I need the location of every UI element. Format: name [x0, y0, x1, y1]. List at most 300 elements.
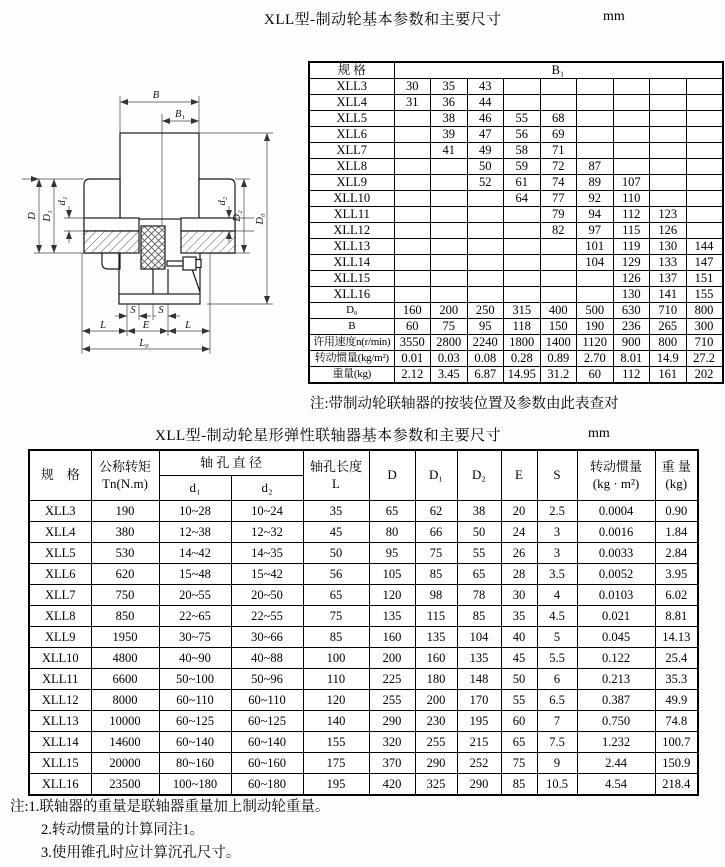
t1-footer-value-cell: 0.03: [431, 351, 468, 367]
t2-D-cell: 160: [369, 626, 415, 647]
t2-weight-cell: 0.90: [655, 500, 698, 521]
t2-torque-cell: 20000: [91, 752, 159, 773]
brake-wheel: [120, 133, 199, 219]
t1-b1-value-cell: 43: [467, 79, 504, 95]
t1-footer-row: [309, 367, 723, 384]
t2-header-torque: [91, 450, 159, 500]
t1-b1-value-cell: [431, 191, 468, 207]
t1-b1-value-cell: [540, 255, 577, 271]
bolt-shaft: [167, 261, 183, 266]
t2-D1-cell: 135: [415, 626, 457, 647]
t2-header-length-line1: 轴孔长度: [310, 459, 363, 475]
t2-d2-cell: 60~160: [231, 752, 303, 773]
t2-data-row: [29, 710, 698, 731]
t2-D1-cell: 66: [415, 521, 457, 542]
t2-D-cell: 320: [369, 731, 415, 752]
t1-b1-value-cell: [650, 159, 687, 175]
t1-spec-row: [309, 79, 723, 95]
t1-spec-cell: XLL5: [309, 111, 394, 127]
t2-E-cell: 26: [501, 542, 537, 563]
t1-header-spec: 规 格: [309, 62, 394, 79]
t1-b1-value-cell: [467, 223, 504, 239]
t1-b1-value-cell: 115: [613, 223, 650, 239]
t1-spec-row: [309, 175, 723, 191]
t2-inertia-cell: 0.750: [577, 710, 655, 731]
t2-weight-cell: 1.84: [655, 521, 698, 542]
t2-d2-cell: 60~110: [231, 689, 303, 710]
t1-footer-value-cell: 150: [540, 319, 577, 335]
t2-d1-cell: 12~38: [159, 521, 231, 542]
t2-len-cell: 75: [303, 605, 369, 626]
t1-b1-value-cell: 71: [540, 143, 577, 159]
t1-footer-value-cell: 710: [650, 303, 687, 319]
t2-header-E: E: [501, 450, 537, 500]
t2-inertia-cell: 4.54: [577, 773, 655, 795]
t1-footer-row: [309, 303, 723, 319]
t2-header-D1: D₁: [415, 450, 457, 500]
t2-inertia-cell: 0.045: [577, 626, 655, 647]
t1-b1-value-cell: 72: [540, 159, 577, 175]
t2-d2-cell: 12~32: [231, 521, 303, 542]
t1-b1-value-cell: 130: [613, 287, 650, 303]
t1-b1-value-cell: [540, 239, 577, 255]
dim-label-L-right: L: [185, 320, 191, 331]
t1-b1-value-cell: 94: [577, 207, 614, 223]
t1-footer-value-cell: 900: [613, 335, 650, 351]
t2-spec-cell: XLL8: [29, 605, 91, 626]
t1-b1-value-cell: 112: [613, 207, 650, 223]
t1-footer-value-cell: 400: [540, 303, 577, 319]
t1-footer-value-cell: 2.70: [577, 351, 614, 367]
t1-b1-value-cell: [394, 239, 431, 255]
t1-b1-value-cell: 35: [431, 79, 468, 95]
t1-b1-value-cell: [467, 239, 504, 255]
t1-b1-value-cell: [650, 111, 687, 127]
t1-spec-row: [309, 287, 723, 303]
t2-S-cell: 3: [537, 542, 577, 563]
left-bore: [84, 218, 139, 231]
t1-footer-value-cell: 8.01: [613, 351, 650, 367]
t2-S-cell: 7: [537, 710, 577, 731]
t1-footer-value-cell: 190: [577, 319, 614, 335]
t1-footer-label-cell: 重量(kg): [309, 367, 394, 384]
t2-header-inertia-line1: 转动惯量: [590, 459, 643, 475]
t2-inertia-cell: 0.0103: [577, 584, 655, 605]
t2-spec-cell: XLL6: [29, 563, 91, 584]
t2-torque-cell: 10000: [91, 710, 159, 731]
t1-b1-value-cell: 55: [504, 111, 541, 127]
t1-spec-row: [309, 111, 723, 127]
t2-len-cell: 100: [303, 647, 369, 668]
dim-label-D2: D₂: [232, 210, 243, 222]
t2-inertia-cell: 0.021: [577, 605, 655, 626]
t1-b1-value-cell: 137: [650, 271, 687, 287]
t2-S-cell: 2.5: [537, 500, 577, 521]
t2-D1-cell: 98: [415, 584, 457, 605]
t1-spec-row: [309, 207, 723, 223]
t2-spec-cell: XLL13: [29, 710, 91, 731]
t2-E-cell: 20: [501, 500, 537, 521]
t2-S-cell: 9: [537, 752, 577, 773]
t2-data-row: [29, 542, 698, 563]
right-hub-section: [181, 231, 235, 253]
left-step: [102, 253, 120, 269]
t1-footer-value-cell: 300: [686, 319, 723, 335]
t1-b1-value-cell: [540, 271, 577, 287]
t1-b1-value-cell: 74: [540, 175, 577, 191]
t1-b1-value-cell: [467, 191, 504, 207]
t2-D1-cell: 75: [415, 542, 457, 563]
t2-body: [29, 500, 698, 795]
t1-b1-value-cell: 58: [504, 143, 541, 159]
t2-header-D2: D₂: [457, 450, 501, 500]
t2-D2-cell: 195: [457, 710, 501, 731]
t1-b1-value-cell: [613, 143, 650, 159]
dim-label-B: B: [152, 90, 160, 101]
t1-b1-value-cell: 36: [431, 95, 468, 111]
t1-footer-value-cell: 800: [686, 303, 723, 319]
t1-b1-value-cell: 110: [613, 191, 650, 207]
t2-d1-cell: 15~48: [159, 563, 231, 584]
t1-b1-value-cell: [650, 191, 687, 207]
t1-b1-value-cell: [577, 143, 614, 159]
t1-footer-value-cell: 315: [504, 303, 541, 319]
t2-torque-cell: 14600: [91, 731, 159, 752]
t1-b1-value-cell: 87: [577, 159, 614, 175]
t2-D1-cell: 290: [415, 752, 457, 773]
t1-b1-value-cell: 147: [686, 255, 723, 271]
t1-footer-value-cell: 0.01: [394, 351, 431, 367]
t1-b1-value-cell: 59: [504, 159, 541, 175]
t2-inertia-cell: 0.122: [577, 647, 655, 668]
t2-d1-cell: 60~140: [159, 731, 231, 752]
t1-b1-value-cell: [613, 111, 650, 127]
footnote-1: 注:1.联轴器的重量是联轴器重量加上制动轮重量。: [10, 799, 330, 815]
t2-weight-cell: 218.4: [655, 773, 698, 795]
t1-b1-value-cell: [394, 175, 431, 191]
t2-d1-cell: 100~180: [159, 773, 231, 795]
table2-unit: mm: [588, 426, 610, 441]
t2-d2-cell: 20~50: [231, 584, 303, 605]
t1-b1-value-cell: 50: [467, 159, 504, 175]
t2-len-cell: 65: [303, 584, 369, 605]
t2-inertia-cell: 0.387: [577, 689, 655, 710]
t2-torque-cell: 23500: [91, 773, 159, 795]
t1-b1-value-cell: 77: [540, 191, 577, 207]
t1-spec-cell: XLL12: [309, 223, 394, 239]
t1-footer-value-cell: 800: [650, 335, 687, 351]
t1-b1-value-cell: [504, 271, 541, 287]
t1-b1-value-cell: [577, 271, 614, 287]
t1-b1-value-cell: 82: [540, 223, 577, 239]
t1-b1-value-cell: [686, 111, 723, 127]
t1-b1-value-cell: 39: [431, 127, 468, 143]
t1-b1-value-cell: 44: [467, 95, 504, 111]
t1-b1-value-cell: [504, 95, 541, 111]
t2-d2-cell: 30~66: [231, 626, 303, 647]
t1-footer-value-cell: 630: [613, 303, 650, 319]
t2-len-cell: 110: [303, 668, 369, 689]
t1-footer-row: [309, 319, 723, 335]
t2-D1-cell: 62: [415, 500, 457, 521]
t2-E-cell: 65: [501, 731, 537, 752]
t2-S-cell: 4: [537, 584, 577, 605]
t2-D-cell: 105: [369, 563, 415, 584]
t2-header-torque-line1: 公称转矩: [98, 459, 151, 475]
t1-b1-value-cell: 56: [504, 127, 541, 143]
t2-header-spec: 规 格: [29, 450, 91, 500]
t2-S-cell: 7.5: [537, 731, 577, 752]
t2-spec-cell: XLL3: [29, 500, 91, 521]
t1-footer-value-cell: 0.89: [540, 351, 577, 367]
t1-footer-label-cell: 转动惯量(kg/m²): [309, 351, 394, 367]
t1-b1-value-cell: [650, 79, 687, 95]
t2-data-row: [29, 773, 698, 795]
t1-b1-value-cell: [650, 175, 687, 191]
t2-E-cell: 35: [501, 605, 537, 626]
t2-spec-cell: XLL12: [29, 689, 91, 710]
t2-D1-cell: 325: [415, 773, 457, 795]
t1-b1-value-cell: 46: [467, 111, 504, 127]
t2-d1-cell: 20~55: [159, 584, 231, 605]
t1-b1-value-cell: 69: [540, 127, 577, 143]
brake-wheel-table: [308, 61, 724, 384]
t2-E-cell: 50: [501, 668, 537, 689]
t1-b1-value-cell: 97: [577, 223, 614, 239]
t1-b1-value-cell: [577, 287, 614, 303]
t1-b1-value-cell: 144: [686, 239, 723, 255]
t2-d1-cell: 80~160: [159, 752, 231, 773]
t1-b1-value-cell: [431, 271, 468, 287]
t1-b1-value-cell: 123: [650, 207, 687, 223]
t1-footer-value-cell: 500: [577, 303, 614, 319]
t2-len-cell: 140: [303, 710, 369, 731]
t1-footer-value-cell: 161: [650, 367, 687, 384]
t1-b1-value-cell: [686, 175, 723, 191]
t2-d2-cell: 50~96: [231, 668, 303, 689]
t2-D-cell: 200: [369, 647, 415, 668]
t1-footer-value-cell: 60: [577, 367, 614, 384]
t1-b1-value-cell: [394, 207, 431, 223]
table1-unit: mm: [603, 9, 625, 24]
t1-spec-row: [309, 191, 723, 207]
t2-D-cell: 95: [369, 542, 415, 563]
t2-data-row: [29, 752, 698, 773]
t2-S-cell: 10.5: [537, 773, 577, 795]
t1-b1-value-cell: [467, 207, 504, 223]
t2-S-cell: 5: [537, 626, 577, 647]
t2-weight-cell: 3.95: [655, 563, 698, 584]
t2-D2-cell: 104: [457, 626, 501, 647]
t2-torque-cell: 530: [91, 542, 159, 563]
t1-b1-value-cell: [577, 95, 614, 111]
t1-b1-value-cell: 133: [650, 255, 687, 271]
t1-b1-value-cell: [431, 287, 468, 303]
t2-D-cell: 420: [369, 773, 415, 795]
t1-spec-row: [309, 127, 723, 143]
dim-label-L-left: L: [100, 320, 106, 331]
t1-footer-value-cell: 14.95: [504, 367, 541, 384]
t2-data-row: [29, 626, 698, 647]
t1-b1-value-cell: [394, 191, 431, 207]
dim-label-L0: L₀: [139, 338, 149, 349]
t1-footer-value-cell: 6.87: [467, 367, 504, 384]
t2-weight-cell: 25.4: [655, 647, 698, 668]
t2-header-d2: d₂: [231, 475, 303, 500]
t1-footer-value-cell: 2800: [431, 335, 468, 351]
t1-b1-value-cell: [394, 271, 431, 287]
t1-b1-value-cell: [686, 223, 723, 239]
t2-len-cell: 35: [303, 500, 369, 521]
t1-b1-value-cell: 130: [650, 239, 687, 255]
t2-E-cell: 30: [501, 584, 537, 605]
t2-torque-cell: 620: [91, 563, 159, 584]
t2-weight-cell: 100.7: [655, 731, 698, 752]
t2-len-cell: 120: [303, 689, 369, 710]
t2-D-cell: 225: [369, 668, 415, 689]
t2-S-cell: 5.5: [537, 647, 577, 668]
dim-label-d1: d₁: [57, 196, 68, 206]
t1-footer-label-cell: B: [309, 319, 394, 335]
t2-inertia-cell: 1.232: [577, 731, 655, 752]
t2-D2-cell: 65: [457, 563, 501, 584]
t2-D2-cell: 78: [457, 584, 501, 605]
t2-D2-cell: 290: [457, 773, 501, 795]
t2-D2-cell: 135: [457, 647, 501, 668]
t2-D1-cell: 230: [415, 710, 457, 731]
dim-label-D: D: [27, 212, 38, 220]
t1-b1-value-cell: [613, 127, 650, 143]
t2-E-cell: 60: [501, 710, 537, 731]
footnotes: [10, 796, 329, 865]
t2-data-row: [29, 584, 698, 605]
t2-header-weight-line2: (kg): [665, 476, 688, 492]
t2-D2-cell: 148: [457, 668, 501, 689]
t1-b1-value-cell: 64: [504, 191, 541, 207]
t1-b1-value-cell: [431, 255, 468, 271]
dim-label-S-left: S: [130, 305, 136, 316]
elastic-element: [141, 226, 165, 269]
t1-footer-value-cell: 0.28: [504, 351, 541, 367]
t2-E-cell: 28: [501, 563, 537, 584]
t2-spec-cell: XLL9: [29, 626, 91, 647]
t2-D2-cell: 252: [457, 752, 501, 773]
t1-b1-value-cell: 126: [613, 271, 650, 287]
t2-inertia-cell: 0.0004: [577, 500, 655, 521]
t1-footer-value-cell: 2.12: [394, 367, 431, 384]
t1-b1-value-cell: [394, 287, 431, 303]
t2-weight-cell: 2.84: [655, 542, 698, 563]
t1-b1-value-cell: 30: [394, 79, 431, 95]
t2-torque-cell: 8000: [91, 689, 159, 710]
t1-footer-value-cell: 1800: [504, 335, 541, 351]
coupling-drawing: [22, 76, 302, 376]
t2-weight-cell: 8.81: [655, 605, 698, 626]
t1-b1-value-cell: [467, 255, 504, 271]
t2-header-row1: [29, 450, 698, 475]
t1-b1-value-cell: [504, 287, 541, 303]
t1-b1-value-cell: [577, 111, 614, 127]
t1-b1-value-cell: 129: [613, 255, 650, 271]
t2-header-length: [303, 450, 369, 500]
t1-b1-value-cell: [577, 127, 614, 143]
t1-footer-value-cell: 3550: [394, 335, 431, 351]
t2-torque-cell: 4800: [91, 647, 159, 668]
t2-D-cell: 290: [369, 710, 415, 731]
t1-spec-cell: XLL9: [309, 175, 394, 191]
t2-D1-cell: 200: [415, 689, 457, 710]
t2-spec-cell: XLL10: [29, 647, 91, 668]
t2-d2-cell: 15~42: [231, 563, 303, 584]
t1-b1-value-cell: [394, 143, 431, 159]
t2-d2-cell: 22~55: [231, 605, 303, 626]
t1-spec-cell: XLL11: [309, 207, 394, 223]
footnote-2: 2.转动惯量的计算同注1。: [41, 822, 205, 838]
t1-footer-row: [309, 351, 723, 367]
t1-b1-value-cell: 101: [577, 239, 614, 255]
t1-b1-value-cell: [686, 79, 723, 95]
t2-d2-cell: 60~180: [231, 773, 303, 795]
t1-b1-value-cell: 68: [540, 111, 577, 127]
t2-len-cell: 85: [303, 626, 369, 647]
t1-b1-value-cell: [504, 79, 541, 95]
t2-spec-cell: XLL14: [29, 731, 91, 752]
t1-b1-value-cell: [394, 255, 431, 271]
t1-b1-value-cell: [686, 159, 723, 175]
t1-b1-value-cell: 126: [650, 223, 687, 239]
t1-footer-value-cell: 160: [394, 303, 431, 319]
t2-torque-cell: 750: [91, 584, 159, 605]
t2-d2-cell: 60~140: [231, 731, 303, 752]
t1-b1-value-cell: [431, 223, 468, 239]
t2-D-cell: 255: [369, 689, 415, 710]
t2-D1-cell: 180: [415, 668, 457, 689]
t2-D2-cell: 215: [457, 731, 501, 752]
t1-b1-value-cell: 79: [540, 207, 577, 223]
t1-spec-cell: XLL15: [309, 271, 394, 287]
t1-b1-value-cell: [431, 207, 468, 223]
t2-data-row: [29, 563, 698, 584]
t2-data-row: [29, 647, 698, 668]
t1-b1-value-cell: [540, 95, 577, 111]
t1-b1-value-cell: 107: [613, 175, 650, 191]
t2-spec-cell: XLL11: [29, 668, 91, 689]
t1-b1-value-cell: 41: [431, 143, 468, 159]
t2-d1-cell: 50~100: [159, 668, 231, 689]
t1-footer-value-cell: 1120: [577, 335, 614, 351]
table1-title: XLL型-制动轮基本参数和主要尺寸: [264, 12, 502, 28]
t1-footer-label-cell: D₀: [309, 303, 394, 319]
t1-b1-value-cell: [686, 95, 723, 111]
t1-b1-value-cell: [613, 95, 650, 111]
t2-D2-cell: 38: [457, 500, 501, 521]
t2-D1-cell: 85: [415, 563, 457, 584]
t2-header-D: D: [369, 450, 415, 500]
t1-footer-value-cell: 60: [394, 319, 431, 335]
t1-spec-row: [309, 239, 723, 255]
t2-d2-cell: 60~125: [231, 710, 303, 731]
t2-S-cell: 6: [537, 668, 577, 689]
t1-spec-cell: XLL4: [309, 95, 394, 111]
t1-b1-value-cell: [504, 255, 541, 271]
t1-b1-value-cell: 92: [577, 191, 614, 207]
t1-b1-value-cell: [431, 175, 468, 191]
t2-d1-cell: 60~110: [159, 689, 231, 710]
t2-D-cell: 135: [369, 605, 415, 626]
t2-D1-cell: 160: [415, 647, 457, 668]
t1-b1-value-cell: [613, 79, 650, 95]
t2-data-row: [29, 668, 698, 689]
